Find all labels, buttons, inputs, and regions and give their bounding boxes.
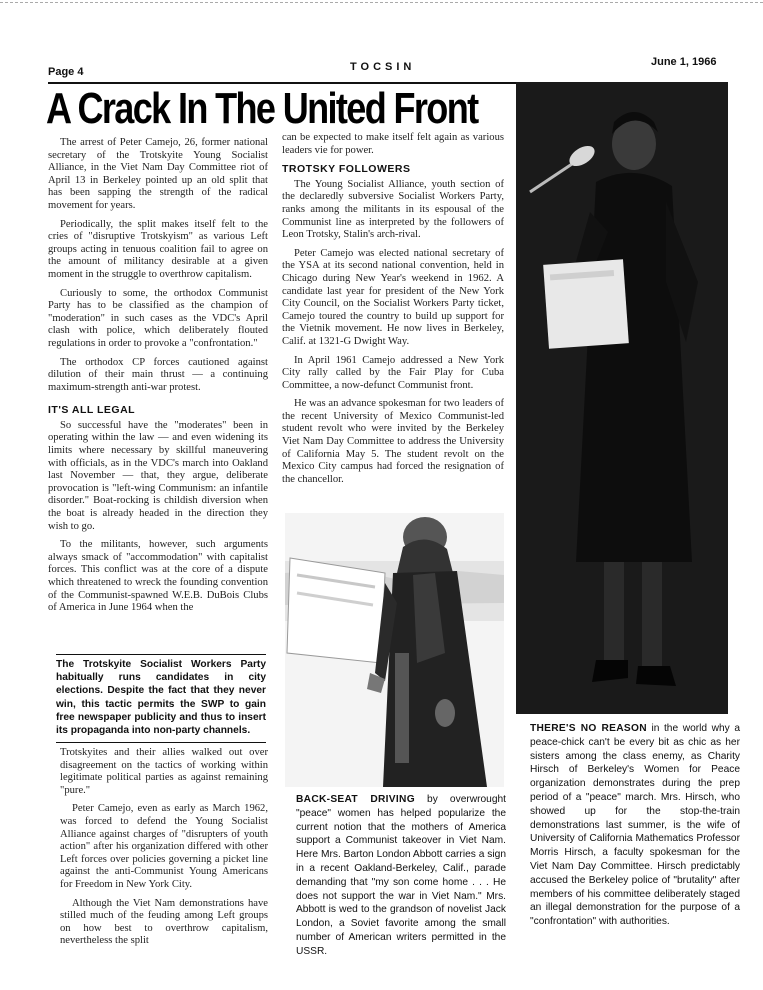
photo-illustration xyxy=(516,82,728,714)
paragraph: Trotskyites and their allies walked out over disagreement on the tactics of working within legitimate political parties as against remaining "pure." xyxy=(60,747,268,796)
headline: A Crack In The United Front xyxy=(46,84,478,133)
subhead-trotsky-followers: TROTSKY FOLLOWERS xyxy=(282,163,411,176)
caption-theres-no-reason xyxy=(530,722,740,929)
page-number: Page 4 xyxy=(48,66,84,78)
paragraph: To the militants, however, such arguments always smack of "accommodation" with capitalist forces. This conflict was at the core of a dispute which threatened to wreck the founding convention of the Communist-spawned W.E.B. DuBois Clubs of America in June 1964 when the xyxy=(48,539,268,614)
pull-quote: The Trotskyite Socialist Workers Party habitually runs candidates in city elections. Despite the fact that they never win, this tactic permits the SWP to gain free newspaper publicity and thus to insert its propaganda into non-party channels. xyxy=(56,659,266,737)
caption-heading: BACK-SEAT DRIVING xyxy=(296,794,415,805)
issue-date: June 1, 1966 xyxy=(651,56,717,68)
paragraph: So successful have the "moderates" been in operating within the law — and even widening its limits where necessary by skillful maneuvering with officials, as in the VDC's march into Oakland last November — that, they argue, deliberate provocation is "left-wing Communism: an infantile disorder." Boat-rocking is childish diversion when the boat is already headed in the direction they wish to go. xyxy=(48,419,268,532)
paragraph: Although the Viet Nam demonstrations have stilled much of the feuding among Left groups on how best to overthrow capitalism, nevertheless the split xyxy=(60,897,268,947)
masthead: TOCSIN xyxy=(350,61,416,73)
paragraph: Curiously to some, the orthodox Communist Party has to be classified as the champion of "moderation" in such cases as the VDC's April clash with police, which deliberately flouted regulations in order to provoke a "confrontation." xyxy=(48,287,268,349)
subhead-its-all-legal: IT'S ALL LEGAL xyxy=(48,404,136,417)
paragraph: Peter Camejo, even as early as March 1962, was forced to defend the Young Socialist Alliance against charges of "disrupters of youth action" after his organization differed with other Left forces over policies governing a picket line against the anti-Communist Young Americans for Freedom in New York City. xyxy=(60,803,268,890)
paragraph: can be expected to make itself felt again as various leaders vie for power. xyxy=(282,132,504,156)
paragraph: Periodically, the split makes itself felt to the cries of "disruptive Trotskyism" as various Left groups acting in tenuous coalition fail to agree on the amount of militancy desirable at a given moment in the struggle to overthrow capitalism. xyxy=(48,218,268,280)
scan-edge-dotted-line xyxy=(0,2,763,3)
column-1-continued xyxy=(60,747,268,955)
column-2 xyxy=(282,132,504,512)
paragraph: The orthodox CP forces cautioned against dilution of their main thrust — a continuing maximum-strength anti-war protest. xyxy=(48,356,268,393)
paragraph: The Young Socialist Alliance, youth section of the declaredly subversive Socialist Workers Party, ranks among the militants in its espousal of the Communist line as interpreted by the followers of Leon Trotsky, Stalin's arch-rival. xyxy=(282,178,504,241)
paragraph: He was an advance spokesman for two leaders of the recent University of Mexico Communist-led student revolt who were invited by the Berkeley Viet Nam Day Committee to address the University of California May 5. The student revolt on the Mexico City campus had forced the resignation of the chancellor. xyxy=(282,398,504,485)
caption-body: by overwrought "peace" women has helped popularize the current notion that the mothers of America support a Communist takeover in Viet Nam. Here Mrs. Barton London Abbott carries a sign in a recent Oakland-Berkeley, Calif., parade demanding that "my son come home . . . He does not support the war in Viet Nam." Mrs. Abbott is wed to the grandson of novelist Jack London, a Soviet favorite among the small number of American writers permitted in the USSR. xyxy=(296,794,506,957)
paragraph: The arrest of Peter Camejo, 26, former national secretary of the Trotskyite Young Socialist Alliance, in the Viet Nam Day Committee riot of April 13 in Berkeley pointed up an old split that has been sapping the strength of the radical movement for years. xyxy=(48,137,268,211)
photo-illustration xyxy=(285,513,504,787)
box-rule-top xyxy=(56,654,266,655)
caption-body: in the world why a peace-chick can't be every bit as chic as her sisters among the class enemy, as Charity Hirsch of Berkeley's Women for Peace organization demonstrates during the prep period of a "peace" march. Mrs. Hirsch, who showed up for the stop-the-train demonstrations last summer, is the wife of University of California Mathematics Professor Morris Hirsch, a faculty spokesman for the Viet Nam Day Committee. Hirsch predictably accused the Berkeley police of "brutality" after members of his committee deliberately staged an illegal demonstration for the purpose of a "confrontation" with authorities. xyxy=(530,723,740,928)
paragraph: In April 1961 Camejo addressed a New York City rally called by the Fair Play for Cuba Committee, a now-defunct Communist front. xyxy=(282,354,504,391)
caption-back-seat-driving xyxy=(296,793,506,959)
paragraph: Peter Camejo was elected national secretary of the YSA at its second national convention, held in Chicago during New Year's weekend in 1962. A candidate last year for president of the New York City Council, on the Socialist Workers Party ticket, Camejo toured the country to build up support for the Vietnik movement. He now lives in Berkeley, Calif. at 1321-G Dwight Way. xyxy=(282,247,504,347)
column-1 xyxy=(48,137,268,647)
photo-mrs-abbott xyxy=(285,513,504,787)
caption-heading: THERE'S NO REASON xyxy=(530,723,647,734)
box-rule-bottom xyxy=(56,742,266,743)
photo-charity-hirsch xyxy=(516,82,728,714)
